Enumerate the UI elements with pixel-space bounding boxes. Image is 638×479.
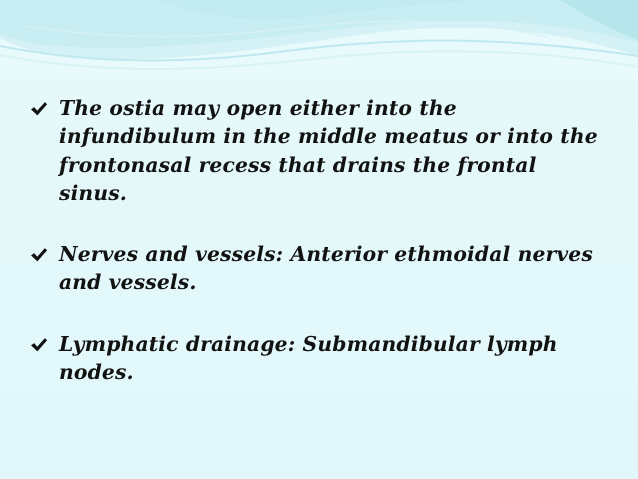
checkmark-icon: [30, 100, 48, 117]
bullet-text-ostia: The ostia may open either into the infundibulum in the middle meatus or into the frontonasal recess that drains the frontal sinus.: [59, 96, 598, 205]
checkmark-icon: [30, 246, 48, 263]
bullet-item-lymphatic-drainage: [30, 330, 610, 387]
bullet-item-ostia: [30, 94, 610, 207]
slide-content: [30, 94, 610, 419]
bullet-text-nerves-vessels: Nerves and vessels: Anterior ethmoidal nerves and vessels.: [59, 242, 593, 295]
header-wave-decoration: [0, 0, 638, 80]
bullet-text-lymphatic-drainage: Lymphatic drainage: Submandibular lymph nodes.: [59, 331, 558, 385]
bullet-item-nerves-vessels: [30, 240, 610, 297]
checkmark-icon: [30, 336, 48, 353]
